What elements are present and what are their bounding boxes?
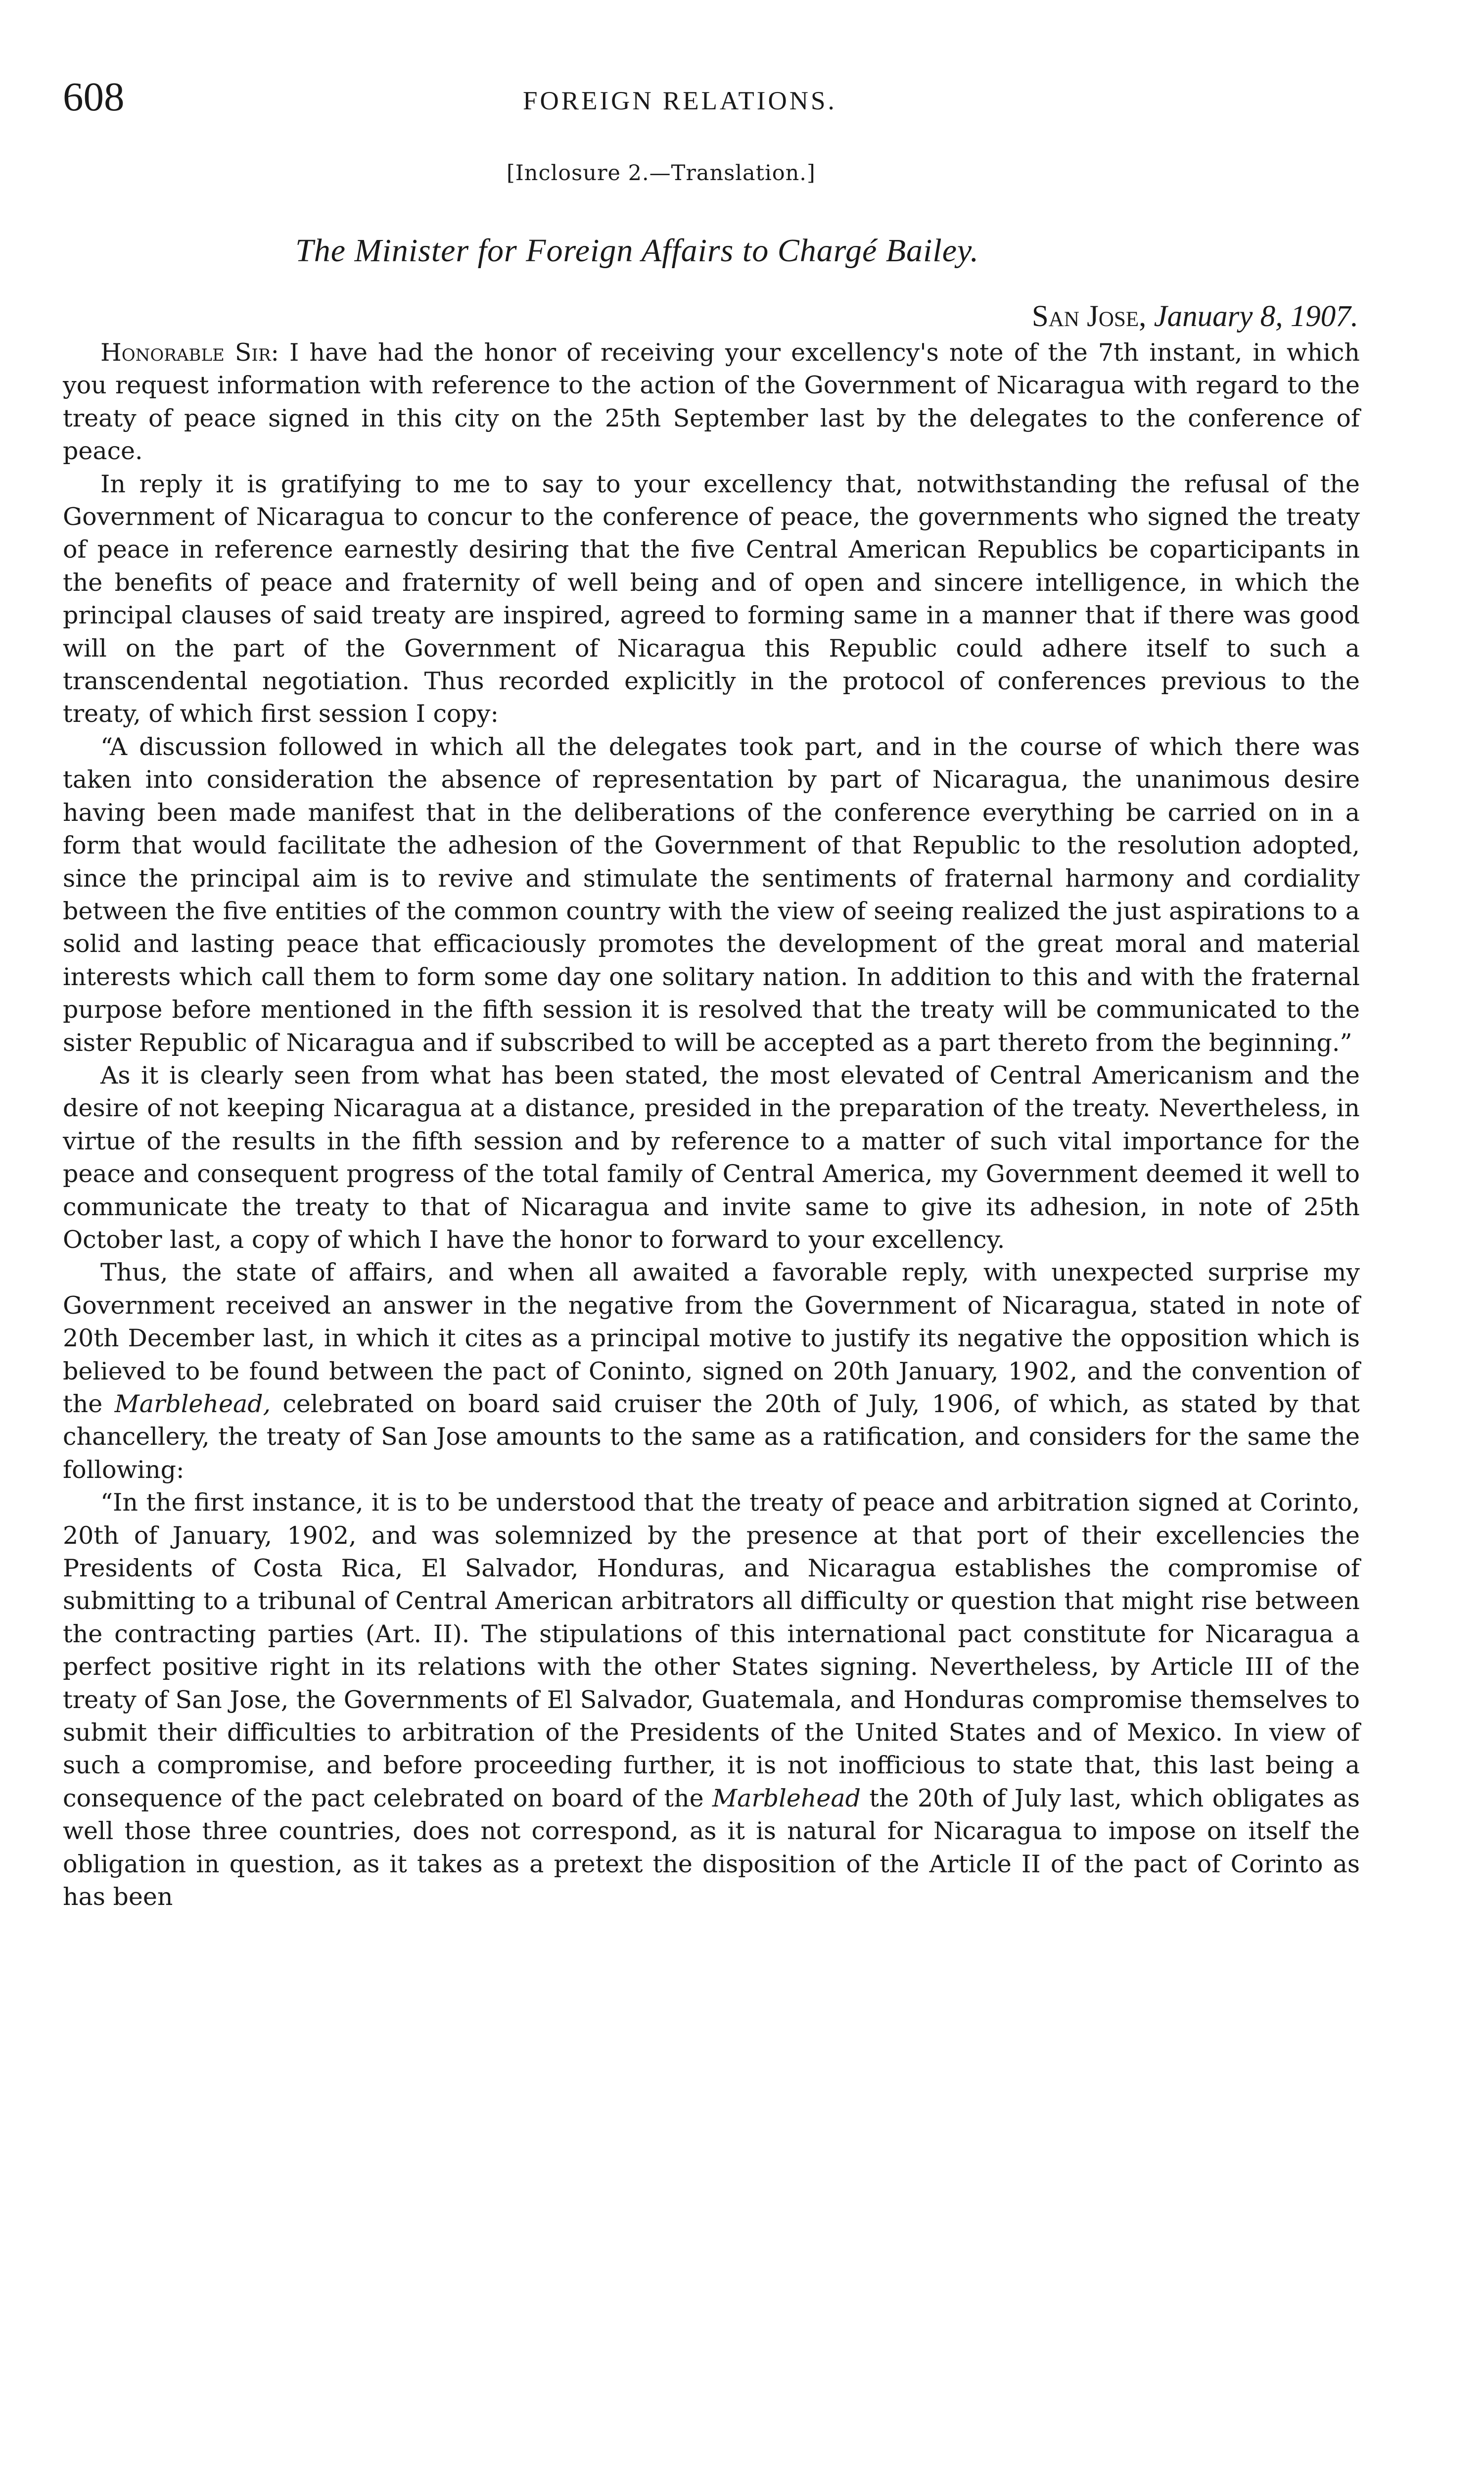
page-number: 608 [63, 74, 125, 119]
paragraph-5-part-b: the 20th of July last, which obligates as well those three countries, does not correspond, as it is natural for Nicaragua to impose on itself the obligation in question, as it takes as a pretext the disposition of the Article II of the pact of Corinto as has been [63, 1784, 1360, 1911]
ship-name-marblehead-2: Marblehead [712, 1784, 861, 1812]
paragraph-3: As it is clearly seen from what has been stated, the most elevated of Central Americanism and the desire of not keeping Nicaragua at a distance, presided in the preparation of the treaty. Nevertheless, in virtue of the results in the fifth session and by reference to a matter of such vital importance for the peace and consequent progress of the total family of Central America, my Government deemed it well to communicate the treaty to that of Nicaragua and invite same to give its adhesion, in note of 25th October last, a copy of which I have the honor to forward to your excellency. [63, 1061, 1360, 1254]
paragraph-2: In reply it is gratifying to me to say to your excellency that, notwithstanding the refusal of the Government of Nicaragua to concur to the conference of peace, the governments who signed the treaty of peace in reference earnestly desiring that the five Central American Republics be coparticipants in the benefits of peace and fraternity of well being and of open and sincere intelligence, in which the principal clauses of said treaty are inspired, agreed to forming same in a manner that if there was good will on the part of the Government of Nicaragua this Republic could adhere itself to such a transcendental negotiation. Thus recorded explicitly in the protocol of conferences previous to the treaty, of which first session I copy: [63, 470, 1360, 728]
paragraph-salutation [63, 336, 1360, 468]
letter-title: The Minister for Foreign Affairs to Chargé Bailey. [295, 233, 979, 269]
running-head: FOREIGN RELATIONS. [523, 87, 837, 115]
paragraph-5-part-a: “In the first instance, it is to be understood that the treaty of peace and arbitration signed at Corinto, 20th of January, 1902, and was solemnized by the presence at that port of their excellencies the Presidents of Costa Rica, El Salvador, Honduras, and Nicaragua establishes the compromise of submitting to a tribunal of Central American arbitrators all difficulty or question that might rise between the contracting parties (Art. II). The stipulations of this international pact constitute for Nicaragua a perfect positive right in its relations with the other States signing. Nevertheless, by Article III of the treaty of San Jose, the Governments of El Salvador, Guatemala, and Honduras compromise themselves to submit their difficulties to arbitration of the Presidents of the United States and of Mexico. In view of such a compromise, and before proceeding further, it is not inofficious to state that, this last being a consequence of the pact celebrated on board of the [63, 1488, 1360, 1812]
paragraph-4-part-b: celebrated on board said cruiser the 20th of July, 1906, of which, as stated by that chancellery, the treaty of San Jose amounts to the same as a ratification, and considers for the same the following: [63, 1390, 1360, 1484]
ship-name-marblehead: Marblehead, [114, 1390, 271, 1418]
quoted-protocol: “A discussion followed in which all the delegates took part, and in the course of which there was taken into consideration the absence of representation by part of Nicaragua, the unanimous desire having been made manifest that in the deliberations of the conference everything be carried on in a form that would facilitate the adhesion of the Government of that Republic to the resolution adopted, since the principal aim is to revive and stimulate the sentiments of fraternal harmony and cordiality between the five entities of the common country with the view of seeing realized the just aspirations to a solid and lasting peace that efficaciously promotes the development of the great moral and material interests which call them to form some day one solitary nation. In addition to this and with the fraternal purpose before mentioned in the fifth session it is resolved that the treaty will be communicated to the sister Republic of Nicaragua and if subscribed to will be accepted as a part thereto from the beginning.” [63, 732, 1360, 1057]
paragraph-4-part-a: Thus, the state of affairs, and when all awaited a favorable reply, with unexpected surprise my Government received an answer in the negative from the Government of Nicaragua, stated in note of 20th December last, in which it cites as a principal motive to justify its negative the opposition which is believed to be found between the pact of Coninto, signed on 20th January, 1902, and the convention of the [63, 1258, 1360, 1418]
page-header [63, 69, 1359, 124]
dateline-place: San Jose, [1031, 300, 1147, 333]
paragraph-4 [63, 1256, 1360, 1486]
letter-body [63, 336, 1360, 1914]
quoted-nicaragua-note [63, 1486, 1360, 1913]
paragraph-1-text: I have had the honor of receiving your excellency's note of the 7th instant, in which you request information with reference to the action of the Government of Nicaragua with regard to the treaty of peace signed in this city on the 25th September last by the delegates to the conference of peace. [63, 338, 1360, 466]
dateline [1032, 298, 1358, 335]
dateline-date: January 8, 1907. [1154, 300, 1358, 333]
salutation: Honorable Sir: [100, 338, 279, 367]
inclosure-note: [Inclosure 2.—Translation.] [507, 161, 816, 186]
